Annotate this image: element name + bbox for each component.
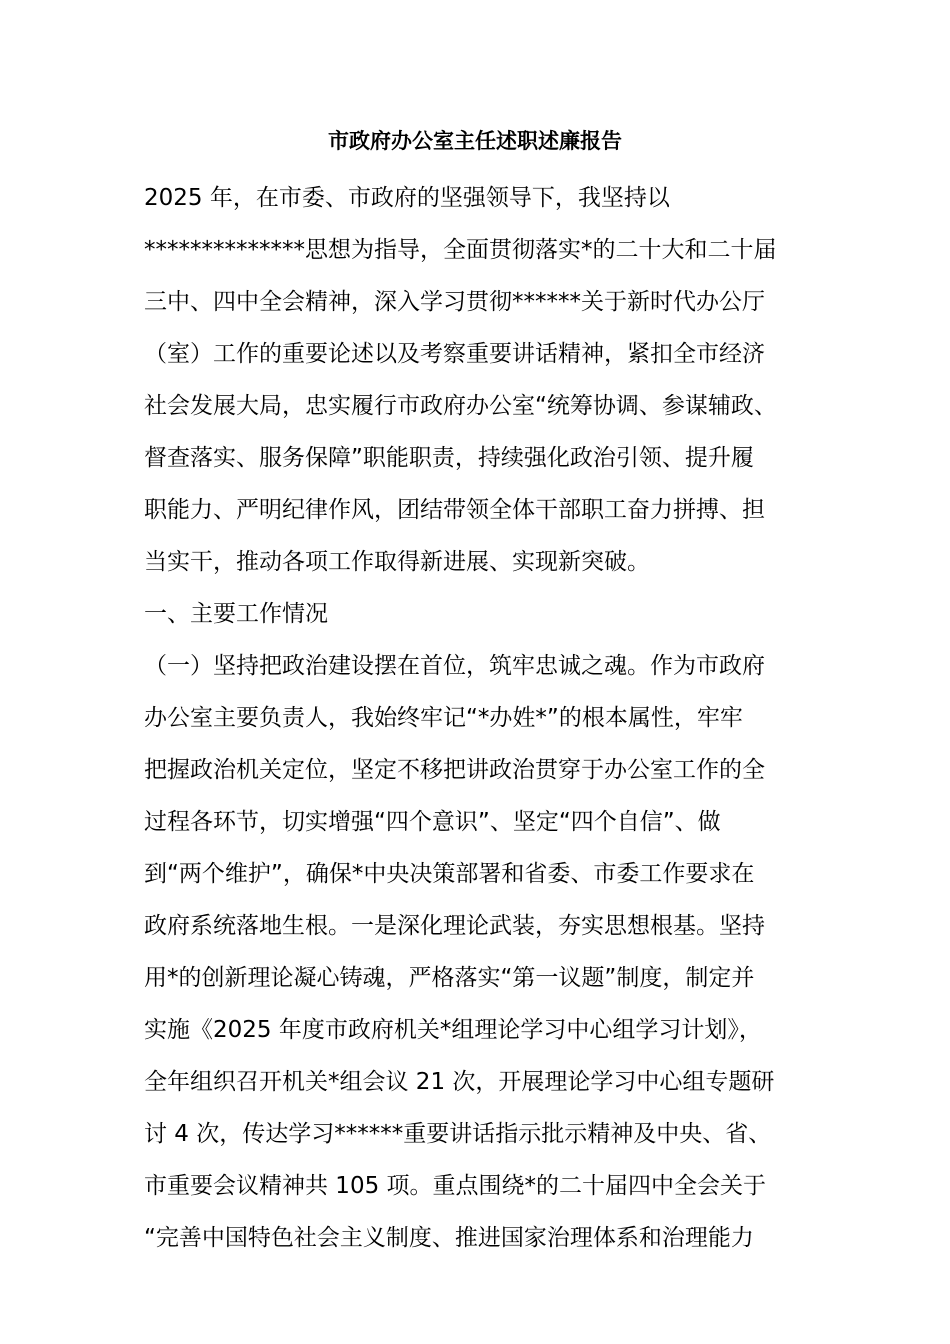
- body-line: 社会发展大局，忠实履行市政府办公室“统筹协调、参谋辅政、: [144, 393, 777, 419]
- section-heading: 一、主要工作情况: [144, 601, 328, 627]
- body-line: 讨 4 次，传达学习******重要讲话指示批示精神及中央、省、: [144, 1121, 772, 1147]
- body-line: （室）工作的重要论述以及考察重要讲话精神，紧扣全市经济: [144, 341, 765, 367]
- body-line: **************思想为指导，全面贯彻落实*的二十大和二十届: [144, 237, 777, 263]
- document-body: [144, 172, 824, 1264]
- body-line: 实施《2025 年度市政府机关*组理论学习中心组学习计划》，: [144, 1017, 762, 1043]
- body-line: 到“两个维护”，确保*中央决策部署和省委、市委工作要求在: [144, 861, 755, 887]
- body-line: 过程各环节，切实增强“四个意识”、坚定“四个自信”、做: [144, 809, 721, 835]
- body-line: 督查落实、服务保障”职能职责，持续强化政治引领、提升履: [144, 445, 754, 471]
- body-line: 三中、四中全会精神，深入学习贯彻******关于新时代办公厅: [144, 289, 765, 315]
- body-line: 用*的创新理论凝心铸魂，严格落实“第一议题”制度，制定并: [144, 965, 755, 991]
- body-line: 当实干，推动各项工作取得新进展、实现新突破。: [144, 549, 650, 575]
- body-line: （一）坚持把政治建设摆在首位，筑牢忠诚之魂。作为市政府: [144, 653, 765, 679]
- body-line: 职能力、严明纪律作风，团结带领全体干部职工奋力拼搏、担: [144, 497, 765, 523]
- body-line: 全年组织召开机关*组会议 21 次，开展理论学习中心组专题研: [144, 1069, 775, 1095]
- body-line: 2025 年，在市委、市政府的坚强领导下，我坚持以: [144, 185, 670, 211]
- document-title: 市政府办公室主任述职述廉报告: [328, 129, 622, 153]
- body-line: 市重要会议精神共 105 项。重点围绕*的二十届四中全会关于: [144, 1173, 767, 1199]
- body-line: 政府系统落地生根。一是深化理论武装，夯实思想根基。坚持: [144, 913, 765, 939]
- body-line: 把握政治机关定位，坚定不移把讲政治贯穿于办公室工作的全: [144, 757, 765, 783]
- body-line: “完善中国特色社会主义制度、推进国家治理体系和治理能力: [144, 1225, 754, 1251]
- body-line: 办公室主要负责人，我始终牢记“*办姓*”的根本属性，牢牢: [144, 705, 743, 731]
